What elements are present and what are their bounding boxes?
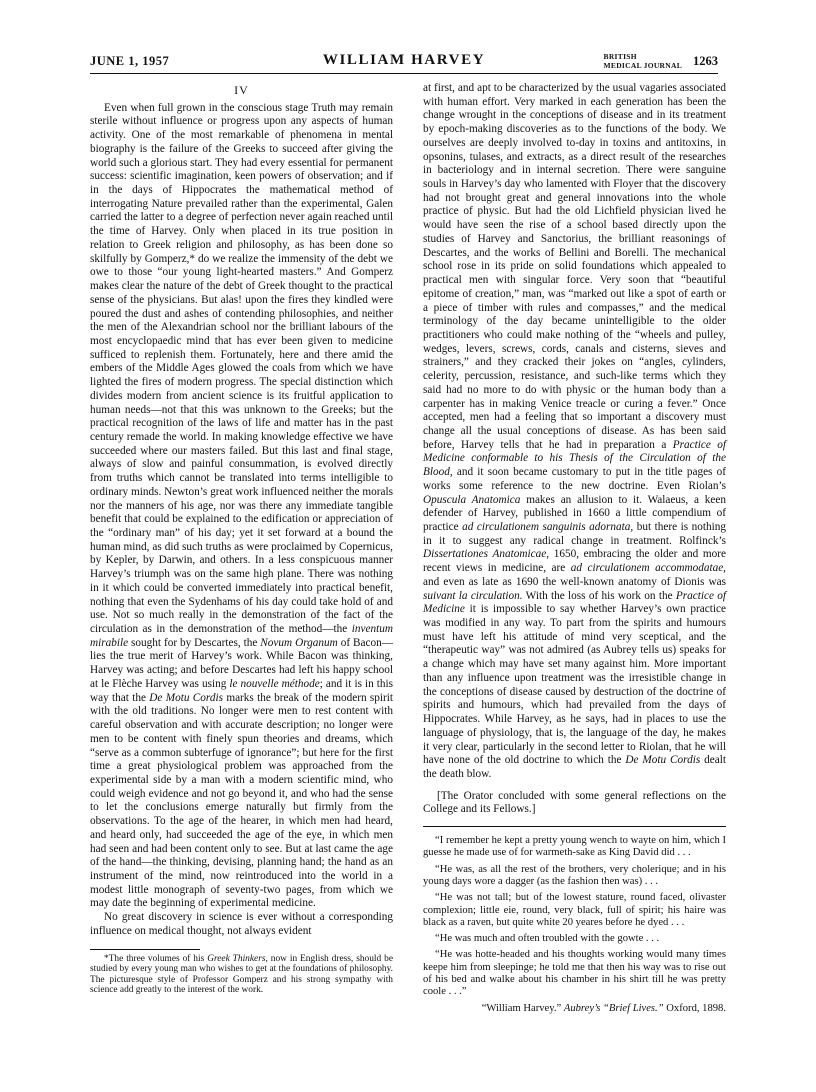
header-title: WILLIAM HARVEY xyxy=(322,52,486,68)
italic-run: ad circulationem accommodatae, xyxy=(570,562,726,575)
italic-run: Novum Organum xyxy=(260,636,338,649)
text-run: 1650, embracing the older and more recent views in medicine, are xyxy=(423,548,726,575)
text-run: now in English dress, should be studied by every young man who wishes to get at the foundations of philosophy. The picturesque style of Professor Gomperz and his strong sympathy with science add greatly to the interest of the work. xyxy=(90,953,393,996)
aubrey-quote: “He was much and often troubled with the gowte . . . xyxy=(435,933,660,945)
text-run: but there is nothing in it to suggest any radical change in treatment. Rolfinck’s xyxy=(423,521,726,547)
italic-run: inventum mirabile xyxy=(90,623,394,649)
italic-run: De Motu Cordis xyxy=(625,754,701,767)
paragraph-continuation xyxy=(423,82,726,782)
text-run: With the loss of his work on the xyxy=(525,589,673,602)
left-column xyxy=(90,82,393,996)
italic-run: ad circulationem sanguinis adornata, xyxy=(462,521,634,533)
text-run: and it soon became customary to put in the title pages of works some reference to the new doctrine. Even Riolan’s xyxy=(423,466,726,492)
footnote xyxy=(90,954,393,996)
italic-run: Practice of Medicine xyxy=(423,589,727,616)
header-date: JUNE 1, 1957 xyxy=(90,54,170,68)
aubrey-quote: “I remember he kept a pretty young wench to wayte on him, which I guesse he made use of for warmeth-sake as King David did . . . xyxy=(423,835,726,859)
text-run: Oxford, 1898. xyxy=(666,1002,726,1014)
running-header xyxy=(90,52,718,74)
italic-run: suivant la circulation. xyxy=(423,589,523,602)
header-journal-name xyxy=(604,52,682,70)
aubrey-quote: “He was, as all the rest of the brothers, very cholerique; and in his young days wore a dagger (as the fashion then was) . . . xyxy=(423,863,726,887)
header-rule xyxy=(90,73,718,74)
aubrey-quote: “He was not tall; but of the lowest stature, round faced, olivaster complexion; little eie, round, very black, full of spirit; his haire was black as a raven, but quite white 20 yeares before he dyed . . . xyxy=(423,892,726,928)
italic-run: Aubrey’s “Brief Lives.” xyxy=(563,1002,664,1014)
text-run: of Bacon—lies the true merit of Harvey’s work. While Bacon was thinking, Harvey was acting; and before Descartes had left his happy school at le Flèche Harvey was using xyxy=(90,636,393,690)
section-rule xyxy=(423,826,726,827)
header-page-number: 1263 xyxy=(693,54,718,68)
text-run: “William Harvey.” xyxy=(481,1002,562,1014)
text-run: sought for by Descartes, the xyxy=(131,636,258,649)
right-column xyxy=(423,82,726,1015)
italic-run: Greek Thinkers, xyxy=(207,953,268,964)
text-run: makes an allusion to it. Walaeus, a keen defender of Harvey, published in 1660 a little compendium of practice xyxy=(423,493,726,533)
text-run: it is impossible to say whether Harvey’s own practice was modified in any way. To part from the spirits and humours must have left his attitude of mind very sceptical, and the “therapeutic way” was not admired (as Aubrey tells us) speaks for a change which may have set many against him. More important than any influence upon treatment was the irresistible change in the conceptions of disease caused by destruction of the doctrine of spirits and humours, which had prevailed from the days of Hippocrates. While Harvey, as he says, had in places to use the language of physiology, that is, the language of the day, he makes it very clear, particularly in the second letter to Riolan, that he will have none of the old doctrine to which the xyxy=(423,603,727,767)
text-run: marks the break of the modern spirit with the old traditions. No longer were men to rest content with careful observation and with accurate description; no longer were men to be content with finely spun theories and dreams, which “serve as a common subterfuge of ignorance”; but here for the first time a great physiological problem was approached from the experimental side by a man with a modern scientific mind, who could weigh evidence and not go beyond it, and who had the sense to let the conclusions emerge naturally but firmly from the observations. To the age of the hearer, in which men had heard, and heard only, had succeeded the age of the eye, in which men had seen and had been content only to see. But at last came the age of the hand—the thinking, devising, planning hand; the hand as an instrument of the mind, now reintroduced into the world in a modest little monograph of seventy-two pages, from which we may date the beginning of experimental medicine. xyxy=(90,691,393,910)
aubrey-quote: “He was hotte-headed and his thoughts working would many times keepe him from sleepinge; he told me that then his way was to rise out of his bed and walke about his chamber in his shirt till he was pretty coole . . .” xyxy=(423,949,726,998)
text-run: at first, and apt to be characterized by the usual vagaries associated with human effort. Very marked in each generation has been the change wrought in the conceptions of disease and in its treatment by epoch-making discoveries as to the functions of the body. We ourselves are deeply involved to-day in toxins and antitoxins, in opsonins, tulases, and extracts, as a direct result of the researches in bacteriology and in internal secretion. There were sanguine souls in Harvey’s day who lamented with Floyer that the discovery had not brought great and general innovations into the whole practice of physic. But had the old Lichfield physician lived he would have seen the rise of a school based directly upon the studies of Harvey and Sanctorius, the brilliant reasonings of Descartes, and the works of Bellini and Borelli. The mechanical school rose in its pride on solid foundations which appealed to practical men with singular force. Very soon that “beautiful epitome of creation,” man, was “marked out like a spot of earth or a piece of timber with rules and compasses,” and the medical terminology of the day became unintelligible to the older practitioners who could make nothing of the “wheels and pulley, wedges, levers, screws, cords, canals and cisterns, sieves and strainers,” and they cracked their jokes on “angles, cylinders, celerity, percussion, resistance, and such-like terms which they said had no more to do with physic or the human body than a carpenter has in making Venice treacle or curing a fever.” Once accepted, men had a feeling that so important a discovery must change all the usual conceptions of disease. As has been said before, Harvey tells that he had in preparation a xyxy=(423,82,726,451)
text-run: ; and it is in this way that the xyxy=(90,677,393,704)
header-journal-line2: MEDICAL JOURNAL xyxy=(603,61,682,70)
text-run: Even when full grown in the conscious stage Truth may remain sterile without influence or progress upon any aspects of human activity. One of the most remarkable of phenomena in mental biography is the failure of the Greeks to succeed after giving the world such a glorious start. They had every essential for permanent success: scientific imagination, keen powers of observation; and if in the days of Hippocrates the mathematical method of interrogating Nature prevailed rather than the experimental, Galen carried the latter to a degree of perfection never again reached until the time of Harvey. Only when placed in its true position in relation to Greek religion and philosophy, as has been done so skilfully by Gomperz,* do we realize the immensity of the debt we owe to those “our young light-hearted masters.” And Gomperz makes clear the nature of the debt of Greek thought to the practical sense of the physicians. But alas! upon the fires they kindled were poured the dust and ashes of contending philosophies, and neither the men of the Alexandrian school nor the brilliant labours of the most encyclopaedic mind that has ever been given to medicine sufficed to replenish them. Fortunately, here and there amid the embers of the Middle Ages glowed the coals from which we have lighted the fires of modern progress. The special distinction which divides modern from ancient science is its fruitful application to human needs—not that this was unknown to the Greeks; but the practical recognition of the laws of life and matter has in the past century remade the world. In making knowledge effective we have succeeded where our masters failed. But this last and final stage, always of slow and painful consummation, is evolved directly from truths which cannot be translated into terms intelligible to ordinary minds. Newton’s great work influenced neither the morals nor the manners of his age, nor was there any immediate tangible benefit that could be explained to the edification or appreciation of the “ordinary man” of his day; yet it set forward at a bound the human mind, as did such truths as were proclaimed by Copernicus, by Kepler, by Darwin, and others. In a less conspicuous manner Harvey’s triumph was on the same high plane. There was nothing in it which could be converted immediately into practical benefit, nothing that even the Sydenhams of his day could take hold of and use. Not so much really in the demonstration of the fact of the circulation as in the demonstration of the method—the xyxy=(90,101,393,636)
italic-run: le nouvelle méthode xyxy=(229,677,320,690)
paragraph-discovery: No great discovery in science is ever without a corresponding influence on medical thought, not always evident xyxy=(90,911,393,937)
editorial-note: [The Orator concluded with some general reflections on the College and its Fellows.] xyxy=(423,789,726,816)
text-run: *The three volumes of his xyxy=(104,953,205,964)
footnote-rule xyxy=(90,949,200,950)
text-run: dealt the death blow. xyxy=(423,754,727,780)
paragraph-greeks xyxy=(90,102,393,911)
section-number: IV xyxy=(234,83,249,97)
quote-citation xyxy=(423,1003,726,1015)
header-journal-line1: BRITISH xyxy=(603,52,637,61)
italic-run: Practice of Medicine conformable to his Thesis of the Circulation of the Blood, xyxy=(423,438,726,479)
italic-run: Dissertationes Anatomicae, xyxy=(423,548,550,561)
italic-run: De Motu Cordis xyxy=(149,691,223,704)
text-run: and even as late as 1690 the well-known anatomy of Dionis was xyxy=(423,575,726,588)
italic-run: Opuscula Anatomica xyxy=(423,493,521,506)
